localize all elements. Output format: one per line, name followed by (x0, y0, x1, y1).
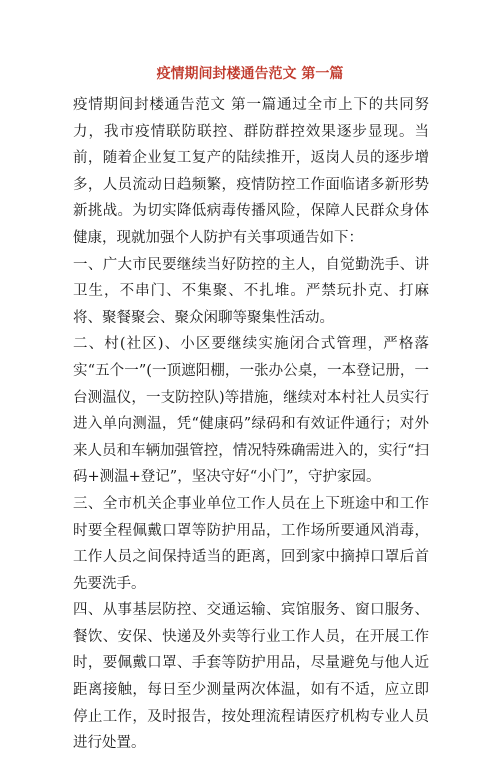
paragraph-3: 三、全市机关企事业单位工作人员在上下班途中和工作时要全程佩戴口罩等防护用品，工作场所要通风消毒，工作人员之间保持适当的距离，回到家中摘掉口罩后首先要洗手。 (73, 495, 429, 592)
paragraph-4: 四、从事基层防控、交通运输、宾馆服务、窗口服务、餐饮、安保、快递及外卖等行业工作人员，在开展工作时，要佩戴口罩、手套等防护用品，尽量避免与他人近距离接触，每日至少测量两次体温，如有不适，应立即停止工作，及时报告，按处理流程请医疗机构专业人员进行处置。 (73, 602, 429, 752)
paragraph-2: 二、村(社区)、小区要继续实施闭合式管理，严格落实“五个一”(一顶遮阳棚，一张办公桌，一本登记册，一台测温仪，一支防控队)等措施，继续对本村社人员实行进入单向测温，凭“健康码”绿码和有效证件通行；对外来人员和车辆加强管控，情况特殊确需进入的，实行“扫码+测温+登记”，坚决守好“小门”，守护家园。 (73, 336, 429, 486)
document-body (73, 92, 429, 757)
paragraph-1: 一、广大市民要继续当好防控的主人，自觉勤洗手、讲卫生，不串门、不集聚、不扎堆。严禁玩扑克、打麻将、聚餐聚会、聚众闲聊等聚集性活动。 (73, 256, 429, 326)
document-title: 疫情期间封楼通告范文 第一篇 (156, 66, 344, 82)
intro-paragraph: 疫情期间封楼通告范文 第一篇通过全市上下的共同努力，我市疫情联防联控、群防群控效果逐步显现。当前，随着企业复工复产的陆续推开，返岗人员的逐步增多，人员流动日趋频繁，疫情防控工作面临诸多新形势新挑战。为切实降低病毒传播风险，保障人民群众身体健康，现就加强个人防护有关事项通告如下： (73, 97, 429, 246)
